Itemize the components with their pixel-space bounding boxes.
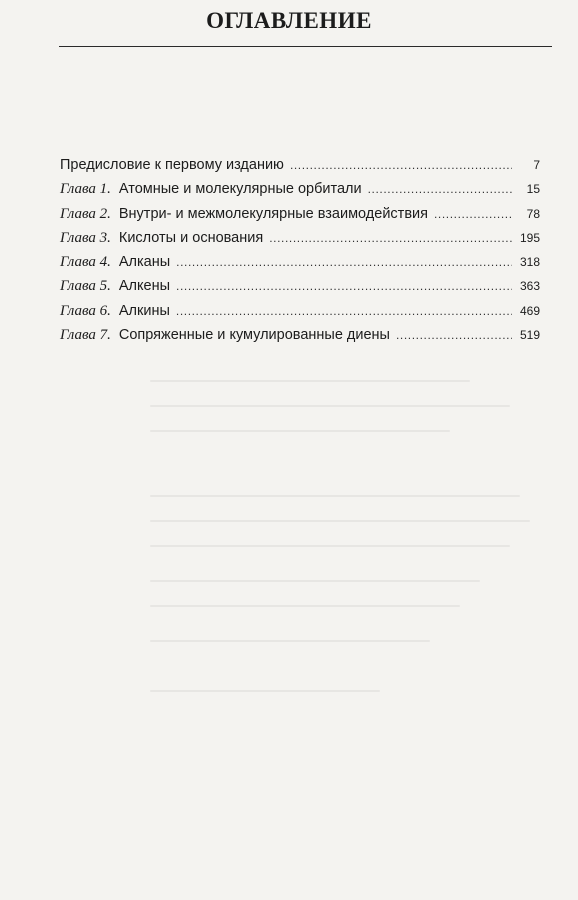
chapter-label: Глава 5. <box>60 278 111 295</box>
chapter-label: Глава 3. <box>60 229 111 246</box>
toc-entry-title: Алкины <box>118 302 170 319</box>
toc-entry-chapter-4[interactable] <box>60 254 540 278</box>
show-through-line <box>150 605 460 607</box>
dot-leader <box>176 255 512 269</box>
table-of-contents <box>60 157 540 351</box>
show-through-line <box>150 405 510 407</box>
toc-page-number: 78 <box>526 206 540 221</box>
show-through-line <box>150 545 510 547</box>
show-through-line <box>150 690 380 692</box>
toc-entry-title: Внутри- и межмолекулярные взаимодействия <box>118 205 428 222</box>
title-rule <box>59 46 552 47</box>
toc-entry-title: Атомные и молекулярные орбитали <box>118 181 362 198</box>
chapter-label: Глава 2. <box>60 205 111 222</box>
dot-leader <box>434 207 512 221</box>
chapter-label: Глава 1. <box>60 181 111 198</box>
toc-page-number: 7 <box>533 158 540 172</box>
toc-entry-chapter-7[interactable] <box>60 327 540 351</box>
chapter-label: Глава 7. <box>60 327 111 344</box>
show-through-line <box>150 640 430 642</box>
toc-page-number: 195 <box>519 230 540 245</box>
toc-entry-preface[interactable] <box>60 157 540 181</box>
toc-page-number: 363 <box>519 279 540 294</box>
dot-leader <box>176 304 512 318</box>
dot-leader <box>176 279 512 293</box>
page-title: ОГЛАВЛЕНИЕ <box>206 8 372 33</box>
chapter-label: Глава 4. <box>60 254 111 271</box>
toc-entry-chapter-1[interactable] <box>60 181 540 205</box>
dot-leader <box>368 182 512 196</box>
toc-entry-title: Алкены <box>118 278 171 295</box>
toc-entry-title: Кислоты и основания <box>118 229 264 246</box>
toc-entry-title: Алканы <box>118 254 171 271</box>
show-through-line <box>150 495 520 497</box>
toc-page-number: 469 <box>519 303 540 318</box>
chapter-label: Глава 6. <box>60 302 111 319</box>
show-through-line <box>150 520 530 522</box>
toc-page-number: 318 <box>519 255 540 270</box>
toc-entry-title: Сопряженные и кумулированные диены <box>118 327 390 344</box>
dot-leader <box>396 328 512 342</box>
dot-leader <box>290 158 512 172</box>
toc-page-number: 519 <box>519 328 540 343</box>
toc-entry-chapter-2[interactable] <box>60 206 540 230</box>
toc-entry-chapter-6[interactable] <box>60 303 540 327</box>
toc-entry-title: Предисловие к первому изданию <box>60 157 284 173</box>
dot-leader <box>269 231 512 245</box>
show-through-line <box>150 580 480 582</box>
show-through-line <box>150 430 450 432</box>
toc-entry-chapter-3[interactable] <box>60 230 540 254</box>
show-through-line <box>150 380 470 382</box>
toc-page-number: 15 <box>526 182 540 197</box>
toc-entry-chapter-5[interactable] <box>60 278 540 302</box>
